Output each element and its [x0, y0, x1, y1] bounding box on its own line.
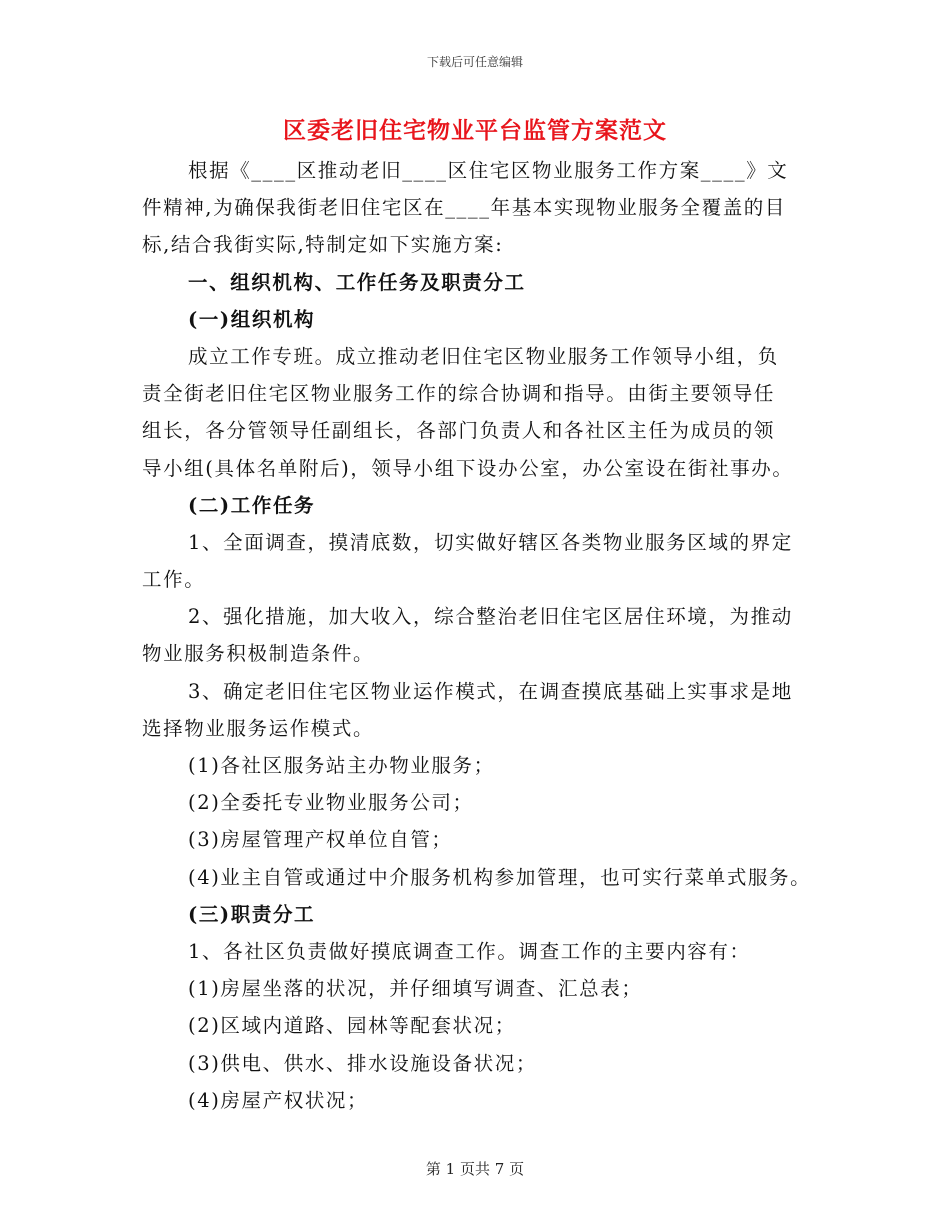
list-item: (3)供电、供水、排水设施设备状况；	[188, 1051, 537, 1075]
document-body	[142, 152, 812, 1119]
list-item: (1)房屋坐落的状况，并仔细填写调查、汇总表；	[188, 977, 643, 1001]
list-item: 3、确定老旧住宅区物业运作模式，在调查摸底基础上实事求是地	[188, 679, 793, 703]
body-line: 组长，各分管领导任副组长，各部门负责人和各社区主任为成员的领	[142, 419, 776, 443]
list-item: (3)房屋管理产权单位自管；	[188, 828, 453, 852]
section-heading: 一、组织机构、工作任务及职责分工	[188, 270, 526, 294]
header-note: 下载后可任意编辑	[426, 55, 523, 69]
body-line: 成立工作专班。成立推动老旧住宅区物业服务工作领导小组，负	[188, 344, 779, 368]
body-line: 根据《____区推动老旧____区住宅区物业服务工作方案____》文	[188, 159, 789, 182]
list-item: (2)全委托专业物业服务公司；	[188, 791, 474, 815]
body-line: 件精神,为确保我街老旧住宅区在____年基本实现物业服务全覆盖的目	[142, 196, 786, 220]
list-item: (4)业主自管或通过中介服务机构参加管理，也可实行菜单式服务。	[188, 865, 812, 889]
body-line: 物业服务积极制造条件。	[142, 642, 375, 666]
body-line: 选择物业服务运作模式。	[142, 716, 375, 740]
body-line: 标,结合我街实际,特制定如下实施方案:	[142, 233, 504, 257]
list-item: (4)房屋产权状况；	[188, 1088, 369, 1112]
body-line: 责全街老旧住宅区物业服务工作的综合协调和指导。由街主要领导任	[142, 382, 776, 406]
document-title: 区委老旧住宅物业平台监管方案范文	[283, 117, 667, 144]
subsection-heading: (一)组织机构	[188, 307, 316, 331]
list-item: (2)区域内道路、园林等配套状况；	[188, 1014, 516, 1038]
subsection-heading: (二)工作任务	[188, 493, 316, 517]
list-item: (1)各社区服务站主办物业服务；	[188, 754, 495, 777]
list-item: 2、强化措施，加大收入，综合整治老旧住宅区居住环境，为推动	[188, 605, 793, 629]
list-item: 1、全面调查，摸清底数，切实做好辖区各类物业服务区域的界定	[188, 530, 793, 554]
page-number: 第 1 页共 7 页	[425, 1160, 525, 1178]
body-line: 导小组(具体名单附后)，领导小组下设办公室，办公室设在街社事办。	[142, 456, 794, 480]
list-item: 1、各社区负责做好摸底调查工作。调查工作的主要内容有：	[188, 939, 751, 963]
body-line: 工作。	[142, 568, 206, 592]
subsection-heading: (三)职责分工	[188, 902, 316, 926]
